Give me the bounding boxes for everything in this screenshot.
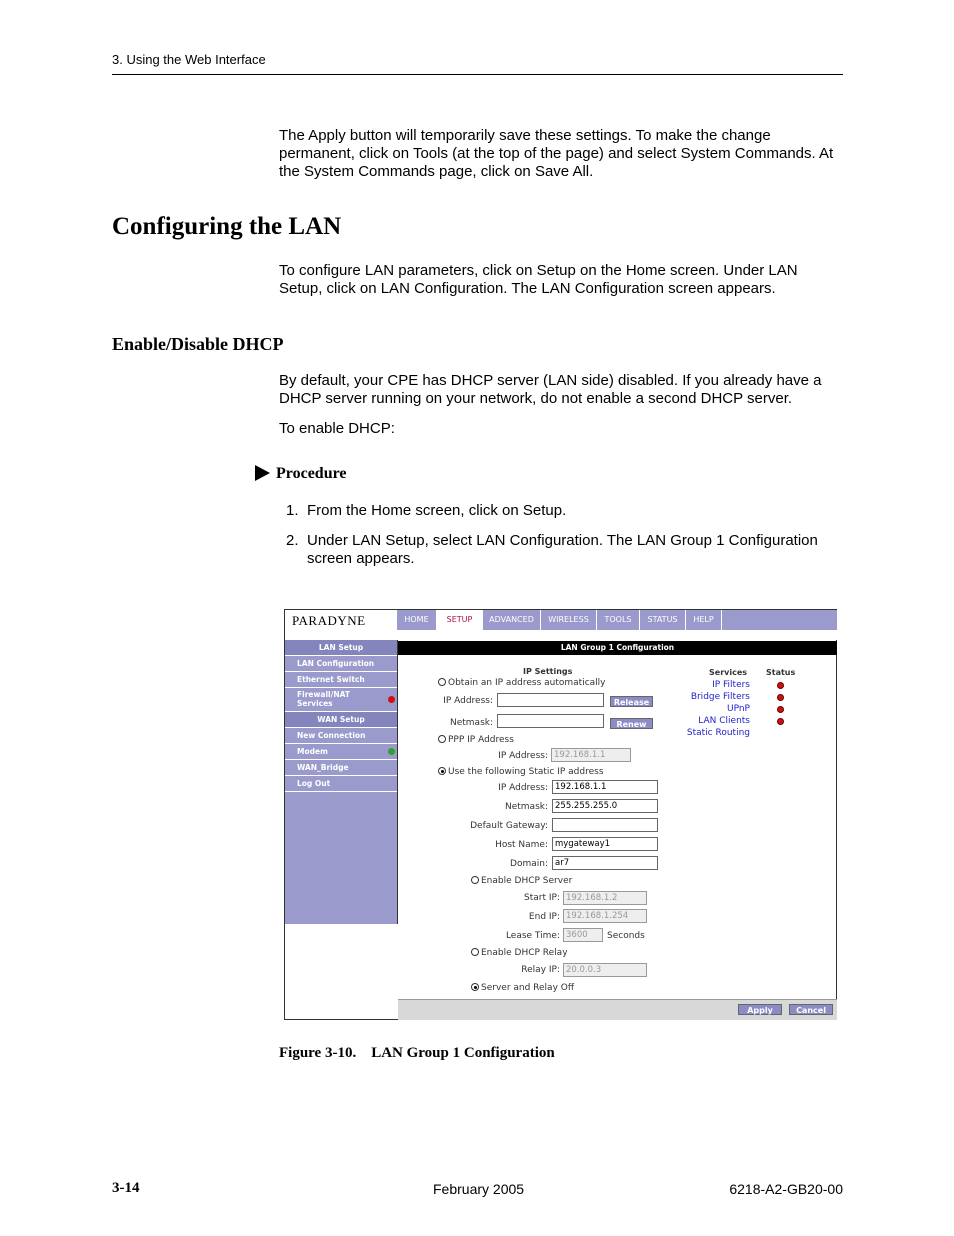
- auto-netmask-field[interactable]: [497, 714, 604, 728]
- radio-button-selected[interactable]: [438, 767, 446, 775]
- host-name-label: Host Name:: [495, 840, 548, 850]
- sidebar-header-lan-setup: LAN Setup: [285, 640, 397, 656]
- relay-ip-field[interactable]: 20.0.0.3: [563, 963, 647, 977]
- ppp-ip-option-label: PPP IP Address: [448, 735, 514, 745]
- status-red-icon: [777, 694, 784, 701]
- server-relay-off-option[interactable]: [471, 983, 574, 993]
- status-off-icon: [388, 696, 395, 703]
- obtain-auto-option[interactable]: [438, 678, 606, 688]
- service-link-bridge-filters[interactable]: Bridge Filters: [690, 692, 750, 702]
- release-button[interactable]: Release: [610, 696, 653, 707]
- sidebar-item-lan-configuration[interactable]: LAN Configuration: [285, 656, 397, 672]
- radio-button[interactable]: [438, 735, 446, 743]
- enable-dhcp-server-label: Enable DHCP Server: [481, 876, 573, 886]
- sidebar-item-firewall-nat[interactable]: [285, 688, 397, 712]
- end-ip-field[interactable]: 192.168.1.254: [563, 909, 647, 923]
- lease-time-label: Lease Time:: [505, 931, 560, 941]
- step-text: Under LAN Setup, select LAN Configuration. The LAN Group 1 Configuration screen appears.: [307, 532, 818, 567]
- footer-doc-id: 6218-A2-GB20-00: [729, 1181, 843, 1197]
- tab-advanced[interactable]: ADVANCED: [483, 610, 541, 630]
- static-ip-field[interactable]: 192.168.1.1: [552, 780, 658, 794]
- header-rule: [112, 74, 843, 75]
- tab-wireless[interactable]: WIRELESS: [541, 610, 597, 630]
- service-link-lan-clients[interactable]: LAN Clients: [698, 716, 750, 726]
- domain-label: Domain:: [510, 859, 548, 869]
- ppp-ip-label: IP Address:: [498, 751, 548, 761]
- ip-settings-label: IP Settings: [523, 667, 573, 676]
- content-title: LAN Group 1 Configuration: [398, 641, 837, 655]
- host-name-field[interactable]: mygateway1: [552, 837, 658, 851]
- radio-button-selected[interactable]: [471, 983, 479, 991]
- static-netmask-field[interactable]: 255.255.255.0: [552, 799, 658, 813]
- domain-field[interactable]: ar7: [552, 856, 658, 870]
- ppp-ip-option[interactable]: [438, 735, 514, 745]
- radio-button[interactable]: [438, 678, 446, 686]
- start-ip-label: Start IP:: [524, 893, 560, 903]
- lease-time-field[interactable]: 3600: [563, 928, 603, 942]
- service-link-upnp[interactable]: UPnP: [727, 704, 750, 714]
- procedure-step: [286, 532, 844, 568]
- static-ip-option-label: Use the following Static IP address: [448, 767, 604, 777]
- sidebar-item-label: Firewall/NAT: [297, 690, 350, 699]
- lead-text: To enable DHCP:: [279, 420, 395, 437]
- service-link-ip-filters[interactable]: IP Filters: [712, 680, 750, 690]
- sidebar-item-wan-bridge[interactable]: WAN_Bridge: [285, 760, 397, 776]
- tab-home[interactable]: HOME: [397, 610, 437, 630]
- section-paragraph: To configure LAN parameters, click on Setup on the Home screen. Under LAN Setup, click on LAN Configuration. The LAN Configuration screen appears.: [279, 262, 798, 297]
- procedure-heading: [255, 465, 347, 483]
- sidebar-item-label: Modem: [297, 747, 328, 756]
- subsection-title: Enable/Disable DHCP: [112, 334, 284, 354]
- enable-dhcp-relay-label: Enable DHCP Relay: [481, 948, 568, 958]
- sidebar-item-ethernet-switch[interactable]: Ethernet Switch: [285, 672, 397, 688]
- auto-ip-label: IP Address:: [443, 696, 493, 706]
- nav-spacer: [397, 630, 837, 640]
- default-gateway-label: Default Gateway:: [470, 821, 548, 831]
- step-number: 1.: [286, 502, 299, 519]
- relay-ip-label: Relay IP:: [521, 965, 560, 975]
- cancel-button[interactable]: Cancel: [789, 1004, 833, 1015]
- paradyne-logo: PARADYNE: [285, 610, 397, 630]
- enable-dhcp-relay-option[interactable]: [471, 948, 568, 958]
- renew-button[interactable]: Renew: [610, 718, 653, 729]
- step-text: From the Home screen, click on Setup.: [307, 502, 567, 519]
- ppp-ip-field[interactable]: 192.168.1.1: [551, 748, 631, 762]
- step-number: 2.: [286, 532, 299, 549]
- procedure-label: Procedure: [276, 465, 347, 482]
- tab-setup[interactable]: SETUP: [437, 610, 483, 630]
- obtain-auto-label: Obtain an IP address automatically: [448, 678, 606, 688]
- button-bar: [398, 999, 837, 1020]
- server-relay-off-label: Server and Relay Off: [481, 983, 575, 993]
- service-link-static-routing[interactable]: Static Routing: [686, 728, 750, 738]
- figure-caption: Figure 3-10. LAN Group 1 Configuration: [279, 1045, 555, 1061]
- status-red-icon: [777, 682, 784, 689]
- auto-ip-field[interactable]: [497, 693, 604, 707]
- sidebar: [285, 640, 398, 924]
- radio-button[interactable]: [471, 876, 479, 884]
- end-ip-label: End IP:: [528, 912, 560, 922]
- static-ip-label: IP Address:: [498, 783, 548, 793]
- intro-paragraph: The Apply button will temporarily save these settings. To make the change permanent, click on Tools (at the top of the page) and select System Commands. At the System Commands page, click on Save All.: [279, 127, 834, 180]
- page-number: 3-14: [112, 1180, 140, 1196]
- static-ip-option[interactable]: [438, 767, 604, 777]
- services-header: Services: [709, 668, 748, 677]
- start-ip-field[interactable]: 192.168.1.2: [563, 891, 647, 905]
- status-header: Status: [766, 668, 796, 677]
- lan-config-screenshot: [284, 609, 837, 1020]
- sidebar-item-log-out[interactable]: Log Out: [285, 776, 397, 792]
- status-red-icon: [777, 718, 784, 725]
- status-red-icon: [777, 706, 784, 713]
- default-gateway-field[interactable]: [552, 818, 658, 832]
- sidebar-item-label: Services: [297, 699, 333, 708]
- sidebar-item-new-connection[interactable]: New Connection: [285, 728, 397, 744]
- seconds-label: Seconds: [607, 931, 645, 941]
- static-netmask-label: Netmask:: [504, 802, 548, 812]
- status-on-icon: [388, 748, 395, 755]
- procedure-step: [286, 502, 844, 520]
- auto-netmask-label: Netmask:: [449, 718, 493, 728]
- top-nav-tabs: [397, 610, 837, 630]
- radio-button[interactable]: [471, 948, 479, 956]
- footer-date: February 2005: [433, 1181, 525, 1197]
- subsection-paragraph: By default, your CPE has DHCP server (LAN side) disabled. If you already have a DHCP server running on your network, do not enable a second DHCP server.: [279, 372, 822, 407]
- running-header: 3. Using the Web Interface: [112, 52, 266, 67]
- enable-dhcp-server-option[interactable]: [471, 876, 572, 886]
- tab-tools[interactable]: TOOLS: [597, 610, 640, 630]
- procedure-arrow-icon: [255, 465, 270, 481]
- sidebar-item-modem[interactable]: [285, 744, 397, 760]
- sidebar-header-wan-setup: WAN Setup: [285, 712, 397, 728]
- apply-button[interactable]: Apply: [738, 1004, 782, 1015]
- tab-help[interactable]: HELP: [686, 610, 722, 630]
- section-title: Configuring the LAN: [112, 213, 342, 240]
- tab-status[interactable]: STATUS: [640, 610, 686, 630]
